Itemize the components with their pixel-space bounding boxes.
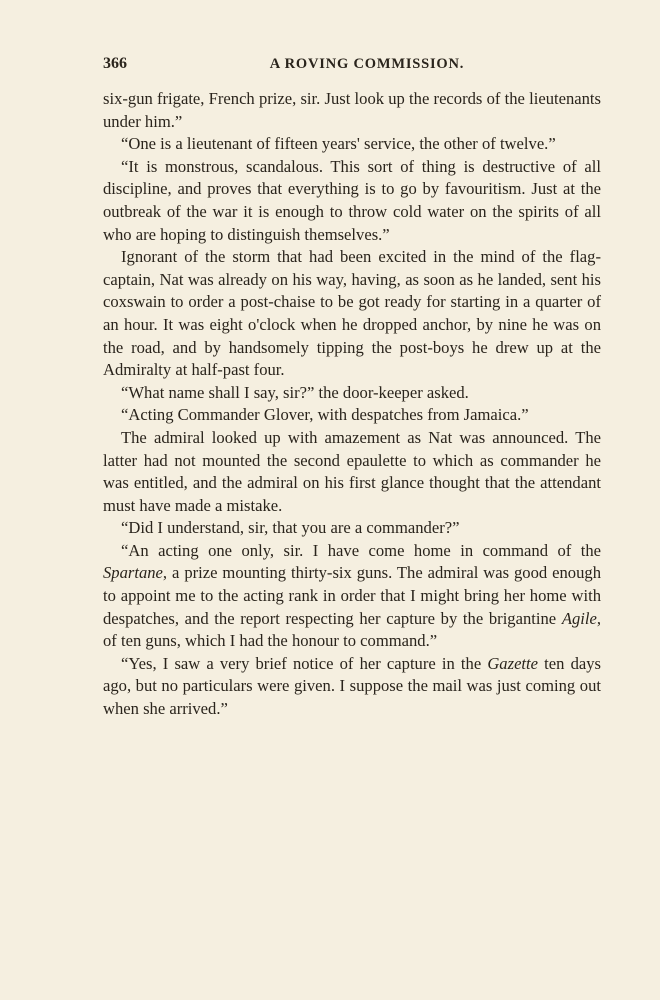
paragraph: “It is monstrous, scandalous. This sort of thing is destructive of all discipline, and proves that everything is to go by favouritism. Just at the outbreak of the war it is enough to throw cold water on the spirits of all who are hoping to distinguish themselves.” (103, 156, 601, 244)
paragraph (103, 540, 601, 653)
text-segment: “Yes, I saw a very brief notice of her capture in the (121, 653, 488, 673)
paragraph (103, 653, 601, 721)
text-segment: , of ten guns, which I had the honour to command.” (103, 608, 601, 651)
running-head (103, 53, 601, 75)
paragraph: six-gun frigate, French prize, sir. Just look up the records of the lieutenants under him.” (103, 89, 601, 131)
text-segment: “An acting one only, sir. I have come home in command of the (121, 540, 601, 560)
paragraph: The admiral looked up with amazement as Nat was announced. The latter had not mounted the second epaulette to which as commander he was entitled, and the admiral on his first glance thought that the attendant must have made a mistake. (103, 427, 601, 515)
body-text (103, 88, 601, 721)
paragraph: “One is a lieutenant of fifteen years' service, the other of twelve.” (121, 134, 556, 154)
paragraph: Ignorant of the storm that had been excited in the mind of the flag-captain, Nat was already on his way, having, as soon as he landed, sent his coxswain to order a post-chaise to be got ready for starting in a quarter of an hour. It was eight o'clock when he dropped anchor, by nine he was on the road, and by handsomely tipping the post-boys he drew up at the Admiralty at half-past four. (103, 247, 601, 380)
italic-ship-name: Gazette (487, 653, 539, 673)
paragraph: “What name shall I say, sir?” the door-keeper asked. (121, 382, 469, 402)
paragraph: “Acting Commander Glover, with despatches from Jamaica.” (121, 405, 529, 425)
text-segment: , a prize mounting thirty-six guns. The admiral was good enough to appoint me to the acting rank in order that I might bring her home with despatches, and the report respecting her capture by the brigantine (103, 563, 601, 628)
text-segment: ten days ago, but no particulars were given. I suppose the mail was just coming out when she arrived.” (103, 653, 601, 719)
italic-ship-name: Spartane (103, 563, 163, 583)
page-number: 366 (103, 55, 127, 72)
paragraph: “Did I understand, sir, that you are a commander?” (121, 518, 460, 538)
book-title: A ROVING COMMISSION. (269, 56, 465, 72)
italic-ship-name: Agile (561, 608, 597, 628)
